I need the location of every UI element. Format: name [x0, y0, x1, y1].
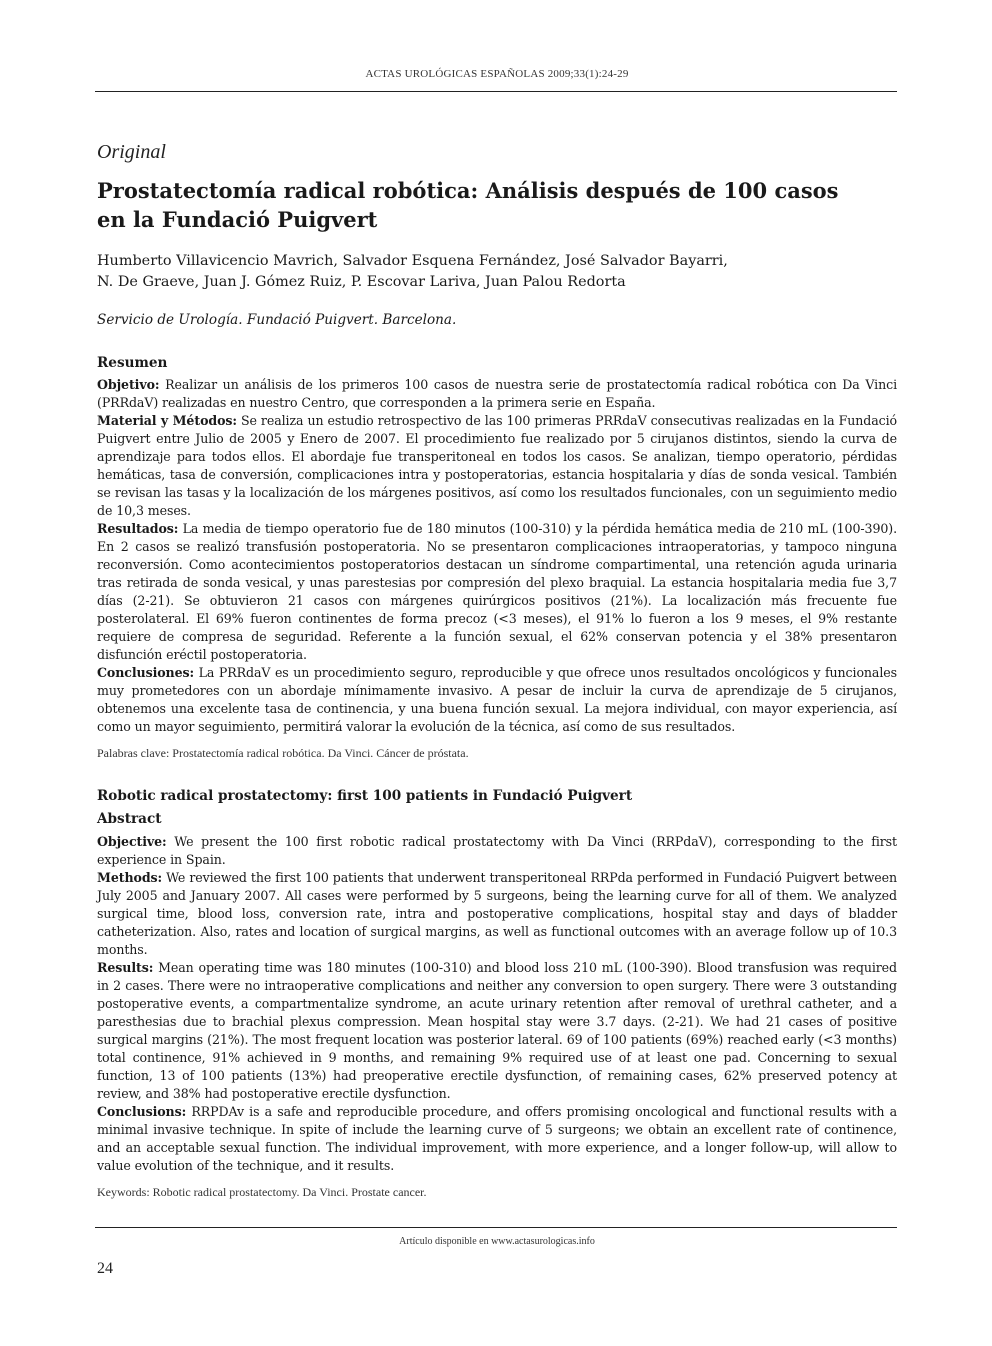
conclusiones-text: La PRRdaV es un procedimiento seguro, reproducible y que ofrece unos resultados oncológicos y funcionales muy prometedores con un abordaje mínimamente invasivo. A pesar de incluir la curva de aprendizaje de 5 cirujanos, obtenemos una excelente tasa de continencia, y una buena función sexual. La mejora individual, con mayor experiencia, así como un mayor seguimiento, permitirá valorar la evolución de la técnica, así como de sus resultados.: [97, 665, 897, 734]
abstract-methods: [97, 869, 897, 959]
resultados-text: La media de tiempo operatorio fue de 180 minutos (100-310) y la pérdida hemática media de 210 mL (100-390). En 2 casos se realizó transfusión postoperatoria. No se presentaron complicaciones intraoperatorias, y tampoco ninguna reconversión. Como acontecimientos postoperatorios destacan un síndrome compartimental, una retención aguda urinaria tras retirada de sonda vesical, y unas parestesias por compresión del plexo braquial. La estancia hospitalaria media fue 3,7 días (2-21). Se obtuvieron 21 casos con márgenes quirúrgicos positivos (21%). La localización más frecuente fue posterolateral. El 69% fueron continentes de forma precoz (<3 meses), el 91% lo fueron a los 9 meses, el 9% restante requiere de compresa de seguridad. Referente a la función sexual, el 62% conservan potencia y el 38% presentaron disfunción eréctil postoperatoria.: [97, 521, 897, 662]
abstract-body: [97, 833, 897, 1175]
methods-label: Methods:: [97, 870, 163, 885]
title-line-2: en la Fundació Puigvert: [97, 207, 378, 232]
abstract-heading: Abstract: [97, 811, 162, 827]
resumen-body: [97, 376, 897, 736]
palabras-clave: Palabras clave: Prostatectomía radical robótica. Da Vinci. Cáncer de próstata.: [97, 746, 469, 760]
resumen-heading: Resumen: [97, 355, 168, 371]
affiliation: Servicio de Urología. Fundació Puigvert. Barcelona.: [97, 312, 457, 328]
conclusiones-label: Conclusiones:: [97, 665, 195, 680]
title-line-1: Prostatectomía radical robótica: Análisis después de 100 casos: [97, 178, 839, 203]
objetivo-label: Objetivo:: [97, 377, 160, 392]
article-title: [97, 176, 897, 234]
section-label: Original: [97, 141, 166, 163]
results-text: Mean operating time was 180 minutes (100-310) and blood loss 210 mL (100-390). Blood transfusion was required in 2 cases. There were no intraoperative complications and neither any conversion to open surgery. There were 3 outstanding postoperative events, a compartmentalize syndrome, an acute urinary retention after removal of urethral catheter, and a paresthesias due to brachial plexus compression. Mean hospital stay were 3.7 days. (2-21). We had 21 cases of positive surgical margins (21%). The most frequent location was posterior lateral. 69 of 100 patients (69%) reached early (<3 months) total continence, 91% achieved in 9 months, and remaining 9% required use of at least one pad. Concerning to sexual function, 13 of 100 patients (13%) had preoperative erectile dysfunction, of remaining cases, 62% preserved potency at review, and 38% had postoperative erectile dysfunction.: [97, 960, 897, 1101]
keywords: Keywords: Robotic radical prostatectomy. Da Vinci. Prostate cancer.: [97, 1185, 427, 1199]
abstract-objective: [97, 833, 897, 869]
page-number: 24: [97, 1260, 113, 1277]
methods-text: We reviewed the first 100 patients that underwent transperitoneal RRPda performed in Fundació Puigvert between July 2005 and January 2007. All cases were performed by 5 surgeons, being the learning curve for all of them. We analyzed surgical time, blood loss, conversion rate, intra and postoperative complications, hospital stay and days of bladder catheterization. Also, rates and location of surgical margins, as well as functional outcomes with an average follow up of 10.3 months.: [97, 870, 897, 957]
header-rule: [95, 91, 897, 92]
author-list: [97, 251, 897, 293]
conclusions-label: Conclusions:: [97, 1104, 187, 1119]
objetivo-text: Realizar un análisis de los primeros 100 casos de nuestra serie de prostatectomía radical robótica con Da Vinci (PRRdaV) realizadas en nuestro Centro, que corresponden a la primera serie en España.: [97, 377, 897, 410]
authors-line-2: N. De Graeve, Juan J. Gómez Ruiz, P. Escovar Lariva, Juan Palou Redorta: [97, 274, 626, 290]
objective-label: Objective:: [97, 834, 167, 849]
abstract-conclusions: [97, 1103, 897, 1175]
authors-line-1: Humberto Villavicencio Mavrich, Salvador Esquena Fernández, José Salvador Bayarri,: [97, 253, 728, 269]
metodos-text: Se realiza un estudio retrospectivo de las 100 primeras PRRdaV consecutivas realizadas en la Fundació Puigvert entre Julio de 2005 y Enero de 2007. El procedimiento fue realizado por 5 cirujanos distintos, siendo la curva de aprendizaje para todos ellos. El abordaje fue transperitoneal en todos los casos. Se analizan, tiempo operatorio, pérdidas hemáticas, tasa de conversión, complicaciones intra y postoperatorias, estancia hospitalaria y días de sonda vesical. También se revisan las tasas y la localización de los márgenes positivos, así como los resultados funcionales, con un seguimiento medio de 10,3 meses.: [97, 413, 897, 518]
english-title: Robotic radical prostatectomy: first 100 patients in Fundació Puigvert: [97, 788, 633, 804]
resumen-metodos: [97, 412, 897, 520]
results-label: Results:: [97, 960, 154, 975]
conclusions-text: RRPDAv is a safe and reproducible procedure, and offers promising oncological and functional results with a minimal invasive technique. In spite of include the learning curve of 5 surgeons; we obtain an excellent rate of continence, and an acceptable sexual function. The individual improvement, with more experience, and a longer follow-up, will allow to value evolution of the technique, and it results.: [97, 1104, 897, 1173]
resultados-label: Resultados:: [97, 521, 179, 536]
resumen-conclusiones: [97, 664, 897, 736]
abstract-results: [97, 959, 897, 1103]
resumen-objetivo: [97, 376, 897, 412]
metodos-label: Material y Métodos:: [97, 413, 237, 428]
objective-text: We present the 100 first robotic radical prostatectomy with Da Vinci (RRPdaV), corresponding to the first experience in Spain.: [97, 834, 897, 867]
footer-rule: [95, 1227, 897, 1228]
availability-note: Artículo disponible en www.actasurologicas.info: [399, 1236, 595, 1247]
journal-header: ACTAS UROLÓGICAS ESPAÑOLAS 2009;33(1):24-29: [365, 68, 629, 80]
resumen-resultados: [97, 520, 897, 664]
